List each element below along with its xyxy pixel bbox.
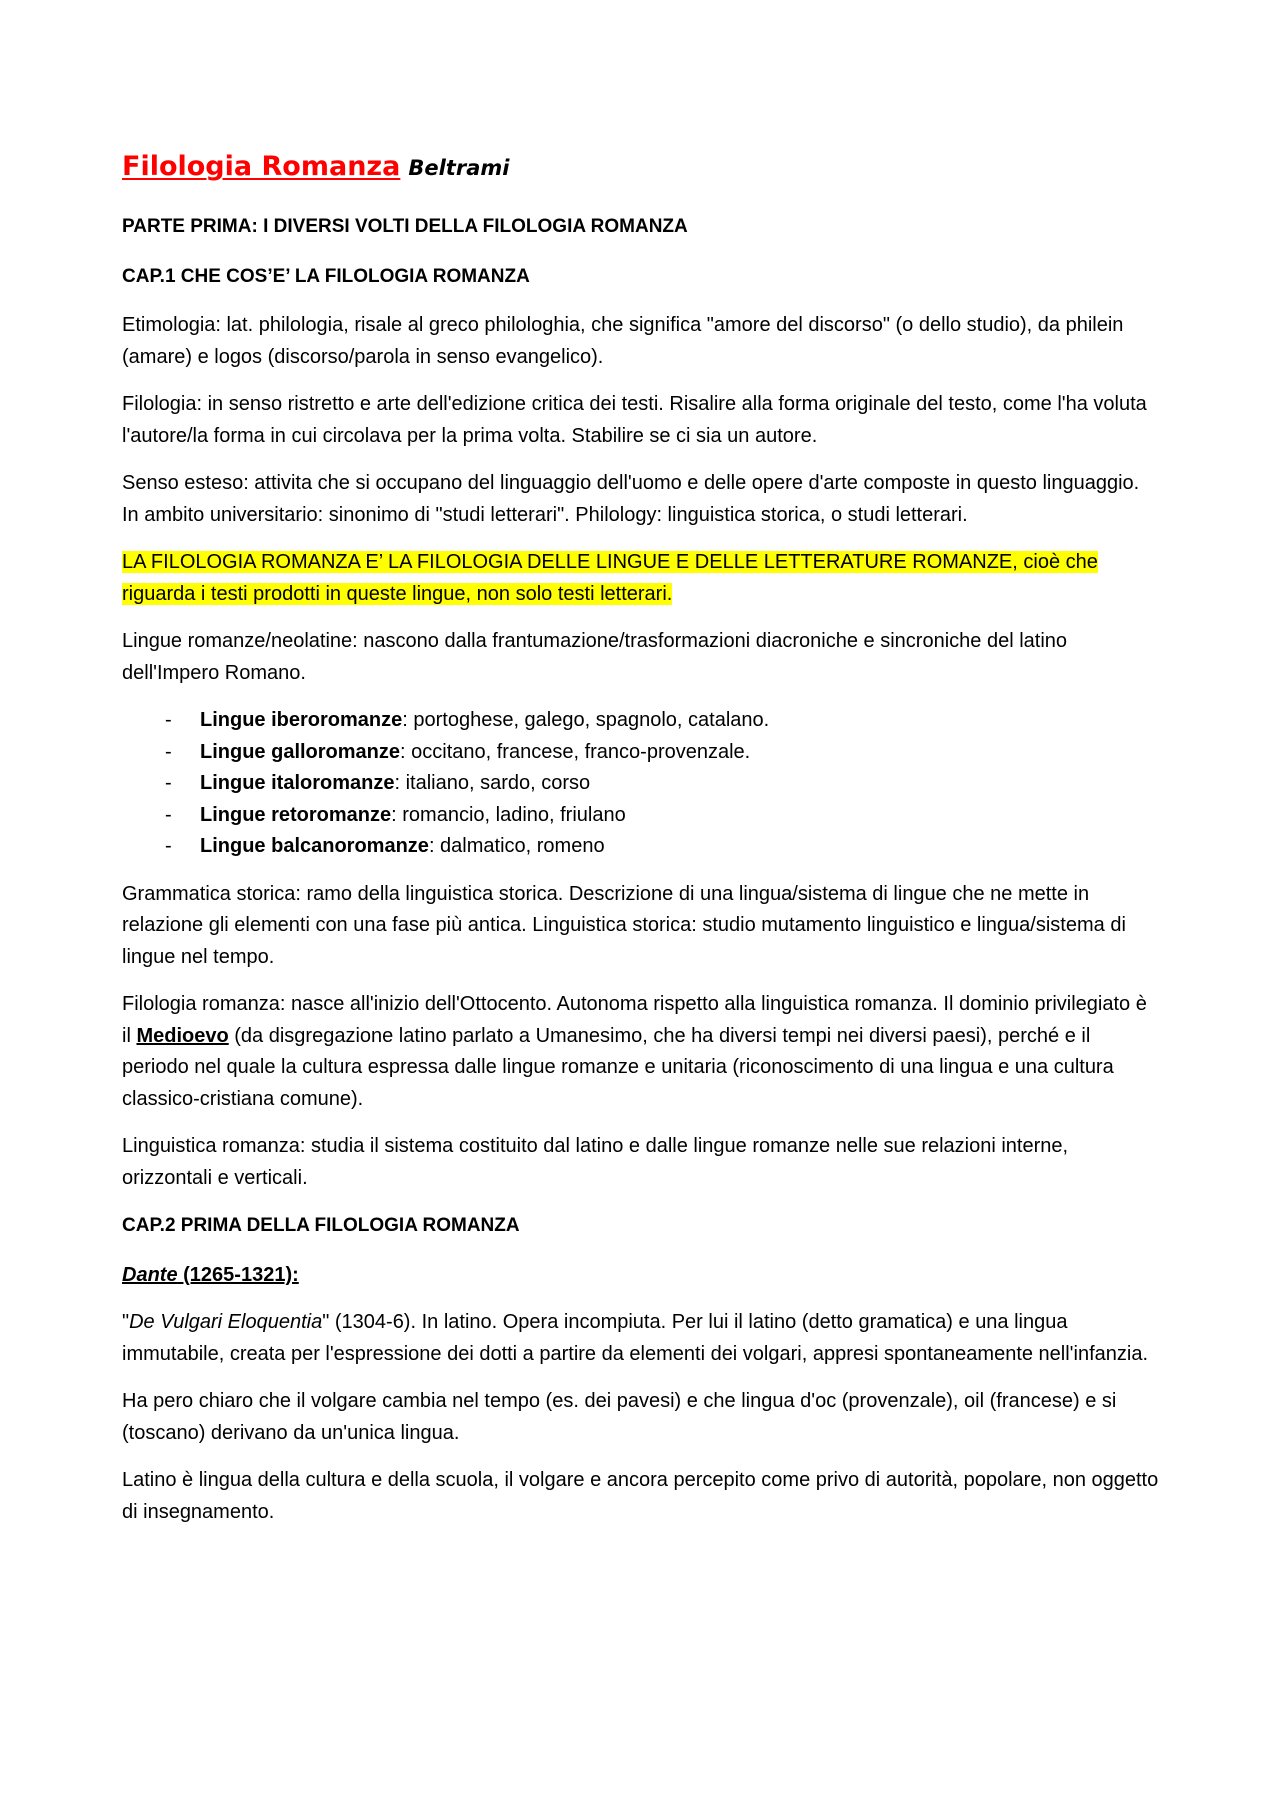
document-title — [122, 149, 1160, 189]
chapter-2-heading: CAP.2 PRIMA DELLA FILOLOGIA ROMANZA — [122, 1215, 520, 1236]
language-term: Lingue balcanoromanze — [200, 835, 429, 857]
list-item — [165, 800, 1160, 832]
language-desc: : romancio, ladino, friulano — [391, 803, 626, 826]
languages-list — [122, 705, 1160, 863]
paragraph-senso-esteso: Senso esteso: attivita che si occupano del linguaggio dell'uomo e delle opere d'arte composte in questo linguaggio. In ambito universitario: sinonimo di "studi letterari". Philology: linguistica storica, o studi letterari. — [122, 472, 1140, 526]
title-author: Beltrami — [408, 156, 510, 180]
chapter-1-heading: CAP.1 CHE COS’E’ LA FILOLOGIA ROMANZA — [122, 265, 530, 287]
list-dash: - — [165, 835, 172, 857]
paragraph-linguistica-romanza: Linguistica romanza: studia il sistema costituito dal latino e dalle lingue romanze nelle sue relazioni interne, orizzontali e verticali. — [122, 1135, 1069, 1189]
paragraph-lingue-romanze: Lingue romanze/neolatine: nascono dalla frantumazione/trasformazioni diacroniche e sincroniche del latino dell'Impero Romano. — [122, 630, 1068, 684]
paragraph-de-vulgari — [122, 1307, 1160, 1370]
title-main: Filologia Romanza — [122, 151, 401, 182]
list-dash: - — [165, 740, 172, 763]
paragraph-etimologia: Etimologia: lat. philologia, risale al greco philologhia, che significa "amore del discorso" (o dello studio), da philein (amare) e logos (discorso/parola in senso evangelico). — [122, 314, 1124, 368]
highlighted-text: LA FILOLOGIA ROMANZA E’ LA FILOLOGIA DELLE LINGUE E DELLE LETTERATURE ROMANZE, cioè che riguarda i testi prodotti in queste lingue, non solo testi letterari. — [122, 551, 1098, 605]
language-desc: : italiano, sardo, corso — [394, 772, 591, 794]
language-term: Lingue galloromanze — [200, 740, 401, 763]
paragraph-volgare: Ha pero chiaro che il volgare cambia nel tempo (es. dei pavesi) e che lingua d'oc (provenzale), oil (francese) e si (toscano) derivano da un'unica lingua. — [122, 1390, 1117, 1444]
list-dash: - — [165, 709, 172, 731]
list-item — [165, 705, 1160, 737]
language-desc: : dalmatico, romeno — [428, 835, 605, 857]
filrom-text-before: Filologia romanza: nasce all'inizio dell'Ottocento. Autonoma rispetto alla linguistica romanza. Il dominio privilegiato è il — [122, 993, 1147, 1047]
list-dash: - — [165, 803, 172, 826]
dante-heading — [122, 1260, 1160, 1292]
language-term: Lingue italoromanze — [200, 772, 395, 794]
filrom-text-after: (da disgregazione latino parlato a Umanesimo, che ha diversi tempi nei diversi paesi), perché e il periodo nel quale la cultura espressa dalle lingue romanze e unitaria (riconoscimento di una lingua e una cultura classico-cristiana comune). — [122, 1024, 1114, 1110]
dante-dates: (1265-1321): — [177, 1263, 299, 1286]
paragraph-latino: Latino è lingua della cultura e della scuola, il volgare e ancora percepito come privo di autorità, popolare, non oggetto di insegnamento. — [122, 1469, 1159, 1523]
dve-title: De Vulgari Eloquentia — [129, 1311, 323, 1333]
paragraph-filologia: Filologia: in senso ristretto e arte dell'edizione critica dei testi. Risalire alla forma originale del testo, come l'ha voluta l'autore/la forma in cui circolava per la prima volta. Stabilire se ci sia un autore. — [122, 393, 1147, 447]
list-item — [165, 831, 1160, 863]
paragraph-filologia-romanza — [122, 989, 1160, 1115]
medioevo-emphasis: Medioevo — [136, 1024, 229, 1047]
dve-rest: " (1304-6). In latino. Opera incompiuta. Per lui il latino (detto gramatica) e una lingua immutabile, creata per l'espressione dei dotti a partire da elementi dei volgari, appresi spontaneamente nell'infanzia. — [122, 1311, 1148, 1365]
dve-open-quote: " — [122, 1311, 130, 1333]
paragraph-grammatica-storica: Grammatica storica: ramo della linguistica storica. Descrizione di una lingua/sistema di lingue che ne mette in relazione gli elementi con una fase più antica. Linguistica storica: studio mutamento linguistico e lingua/sistema di lingue nel tempo. — [122, 882, 1126, 968]
part-heading: PARTE PRIMA: I DIVERSI VOLTI DELLA FILOLOGIA ROMANZA — [122, 216, 688, 237]
dante-name: Dante — [122, 1263, 178, 1286]
language-term: Lingue retoromanze — [200, 803, 392, 826]
language-desc: : portoghese, galego, spagnolo, catalano. — [402, 709, 770, 731]
language-desc: : occitano, francese, franco-provenzale. — [400, 740, 751, 763]
paragraph-highlight — [122, 547, 1160, 610]
list-item — [165, 768, 1160, 800]
list-dash: - — [165, 772, 172, 794]
language-term: Lingue iberoromanze — [200, 709, 403, 731]
list-item — [165, 737, 1160, 769]
